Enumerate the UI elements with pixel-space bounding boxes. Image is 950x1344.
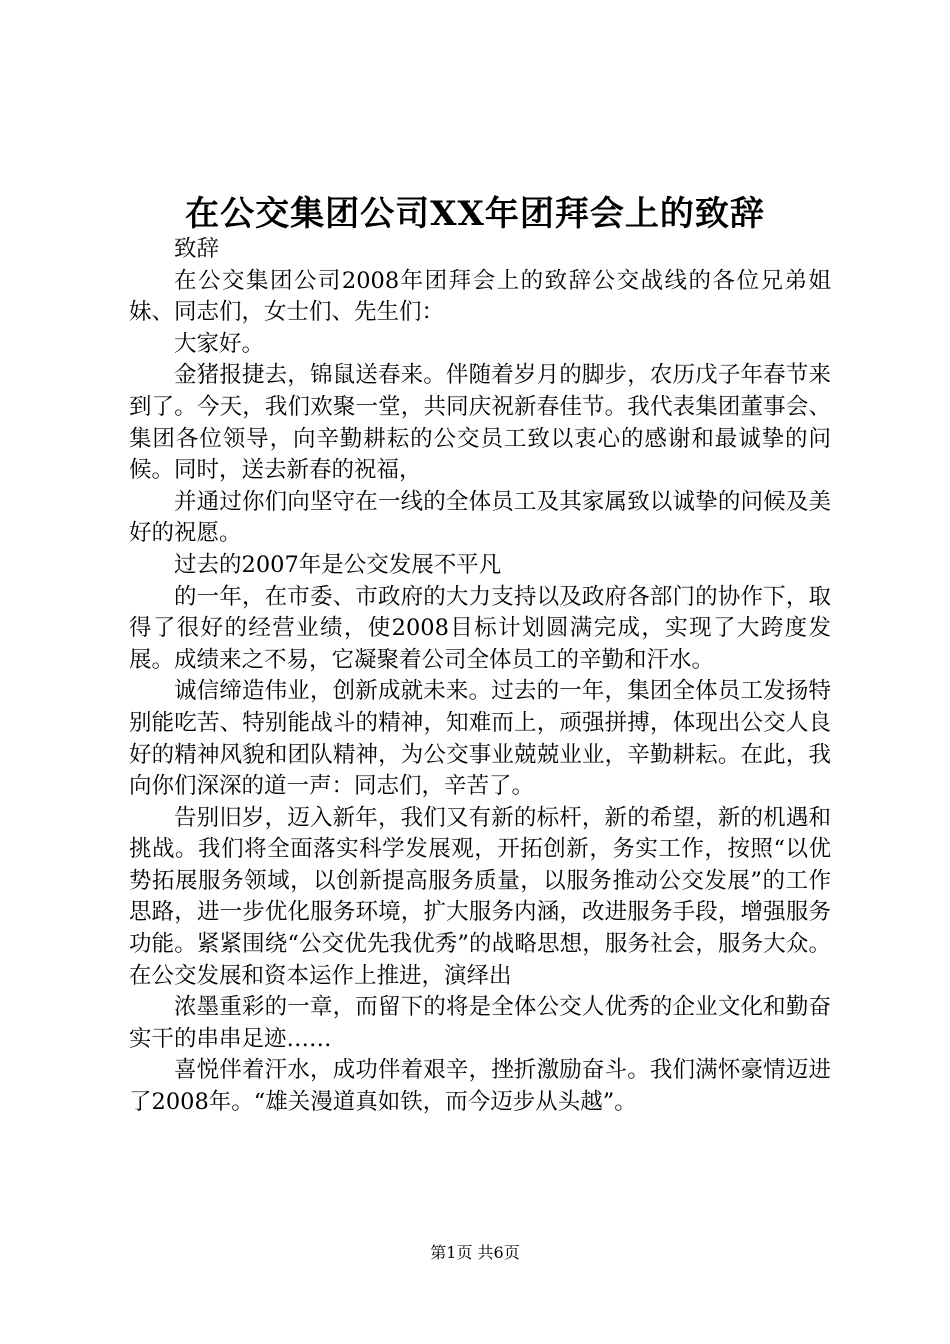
- page-footer: 第1页 共6页: [430, 1243, 520, 1262]
- paragraph: 并通过你们向坚守在一线的全体员工及其家属致以诚挚的问候及美好的祝愿。: [129, 488, 831, 547]
- paragraph: 浓墨重彩的一章，而留下的将是全体公交人优秀的企业文化和勤奋实干的串串足迹……: [129, 994, 831, 1052]
- paragraph: 喜悦伴着汗水，成功伴着艰辛，挫折激励奋斗。我们满怀豪情迈进了2008年。“雄关漫道真如铁，而今迈步从头越”。: [129, 1057, 831, 1116]
- paragraph: 的一年，在市委、市政府的大力支持以及政府各部门的协作下，取得了很好的经营业绩，使2008目标计划圆满完成，实现了大跨度发展。成绩来之不易，它凝聚着公司全体员工的辛勤和汗水。: [129, 583, 831, 673]
- paragraph: 过去的2007年是公交发展不平凡: [174, 551, 502, 578]
- paragraph: 告别旧岁，迈入新年，我们又有新的标杆，新的希望，新的机遇和挑战。我们将全面落实科学发展观，开拓创新，务实工作，按照“以优势拓展服务领域，以创新提高服务质量，以服务推动公交发展”的工作思路，进一步优化服务环境，扩大服务内涵，改进服务手段，增强服务功能。紧紧围绕“公交优先我优秀”的战略思想，服务社会，服务大众。在公交发展和资本运作上推进，演绎出: [129, 804, 831, 989]
- document-body: [129, 234, 831, 1119]
- paragraph: 大家好。: [174, 330, 265, 357]
- paragraph: 致辞: [174, 236, 220, 262]
- paragraph: 金猪报捷去，锦鼠送春来。伴随着岁月的脚步，农历戊子年春节来到了。今天，我们欢聚一堂，共同庆祝新春佳节。我代表集团董事会、集团各位领导，向辛勤耕耘的公交员工致以衷心的感谢和最诚挚的问候。同时，送去新春的祝福，: [129, 362, 831, 484]
- paragraph: 诚信缔造伟业，创新成就未来。过去的一年，集团全体员工发扬特别能吃苦、特别能战斗的精神，知难而上，顽强拼搏，体现出公交人良好的精神风貌和团队精神，为公交事业兢兢业业，辛勤耕耘。在此，我向你们深深的道一声：同志们，辛苦了。: [129, 678, 831, 800]
- document-title: 在公交集团公司XX年团拜会上的致辞: [185, 194, 765, 234]
- paragraph: 在公交集团公司2008年团拜会上的致辞公交战线的各位兄弟姐妹、同志们，女士们、先生们：: [129, 267, 831, 326]
